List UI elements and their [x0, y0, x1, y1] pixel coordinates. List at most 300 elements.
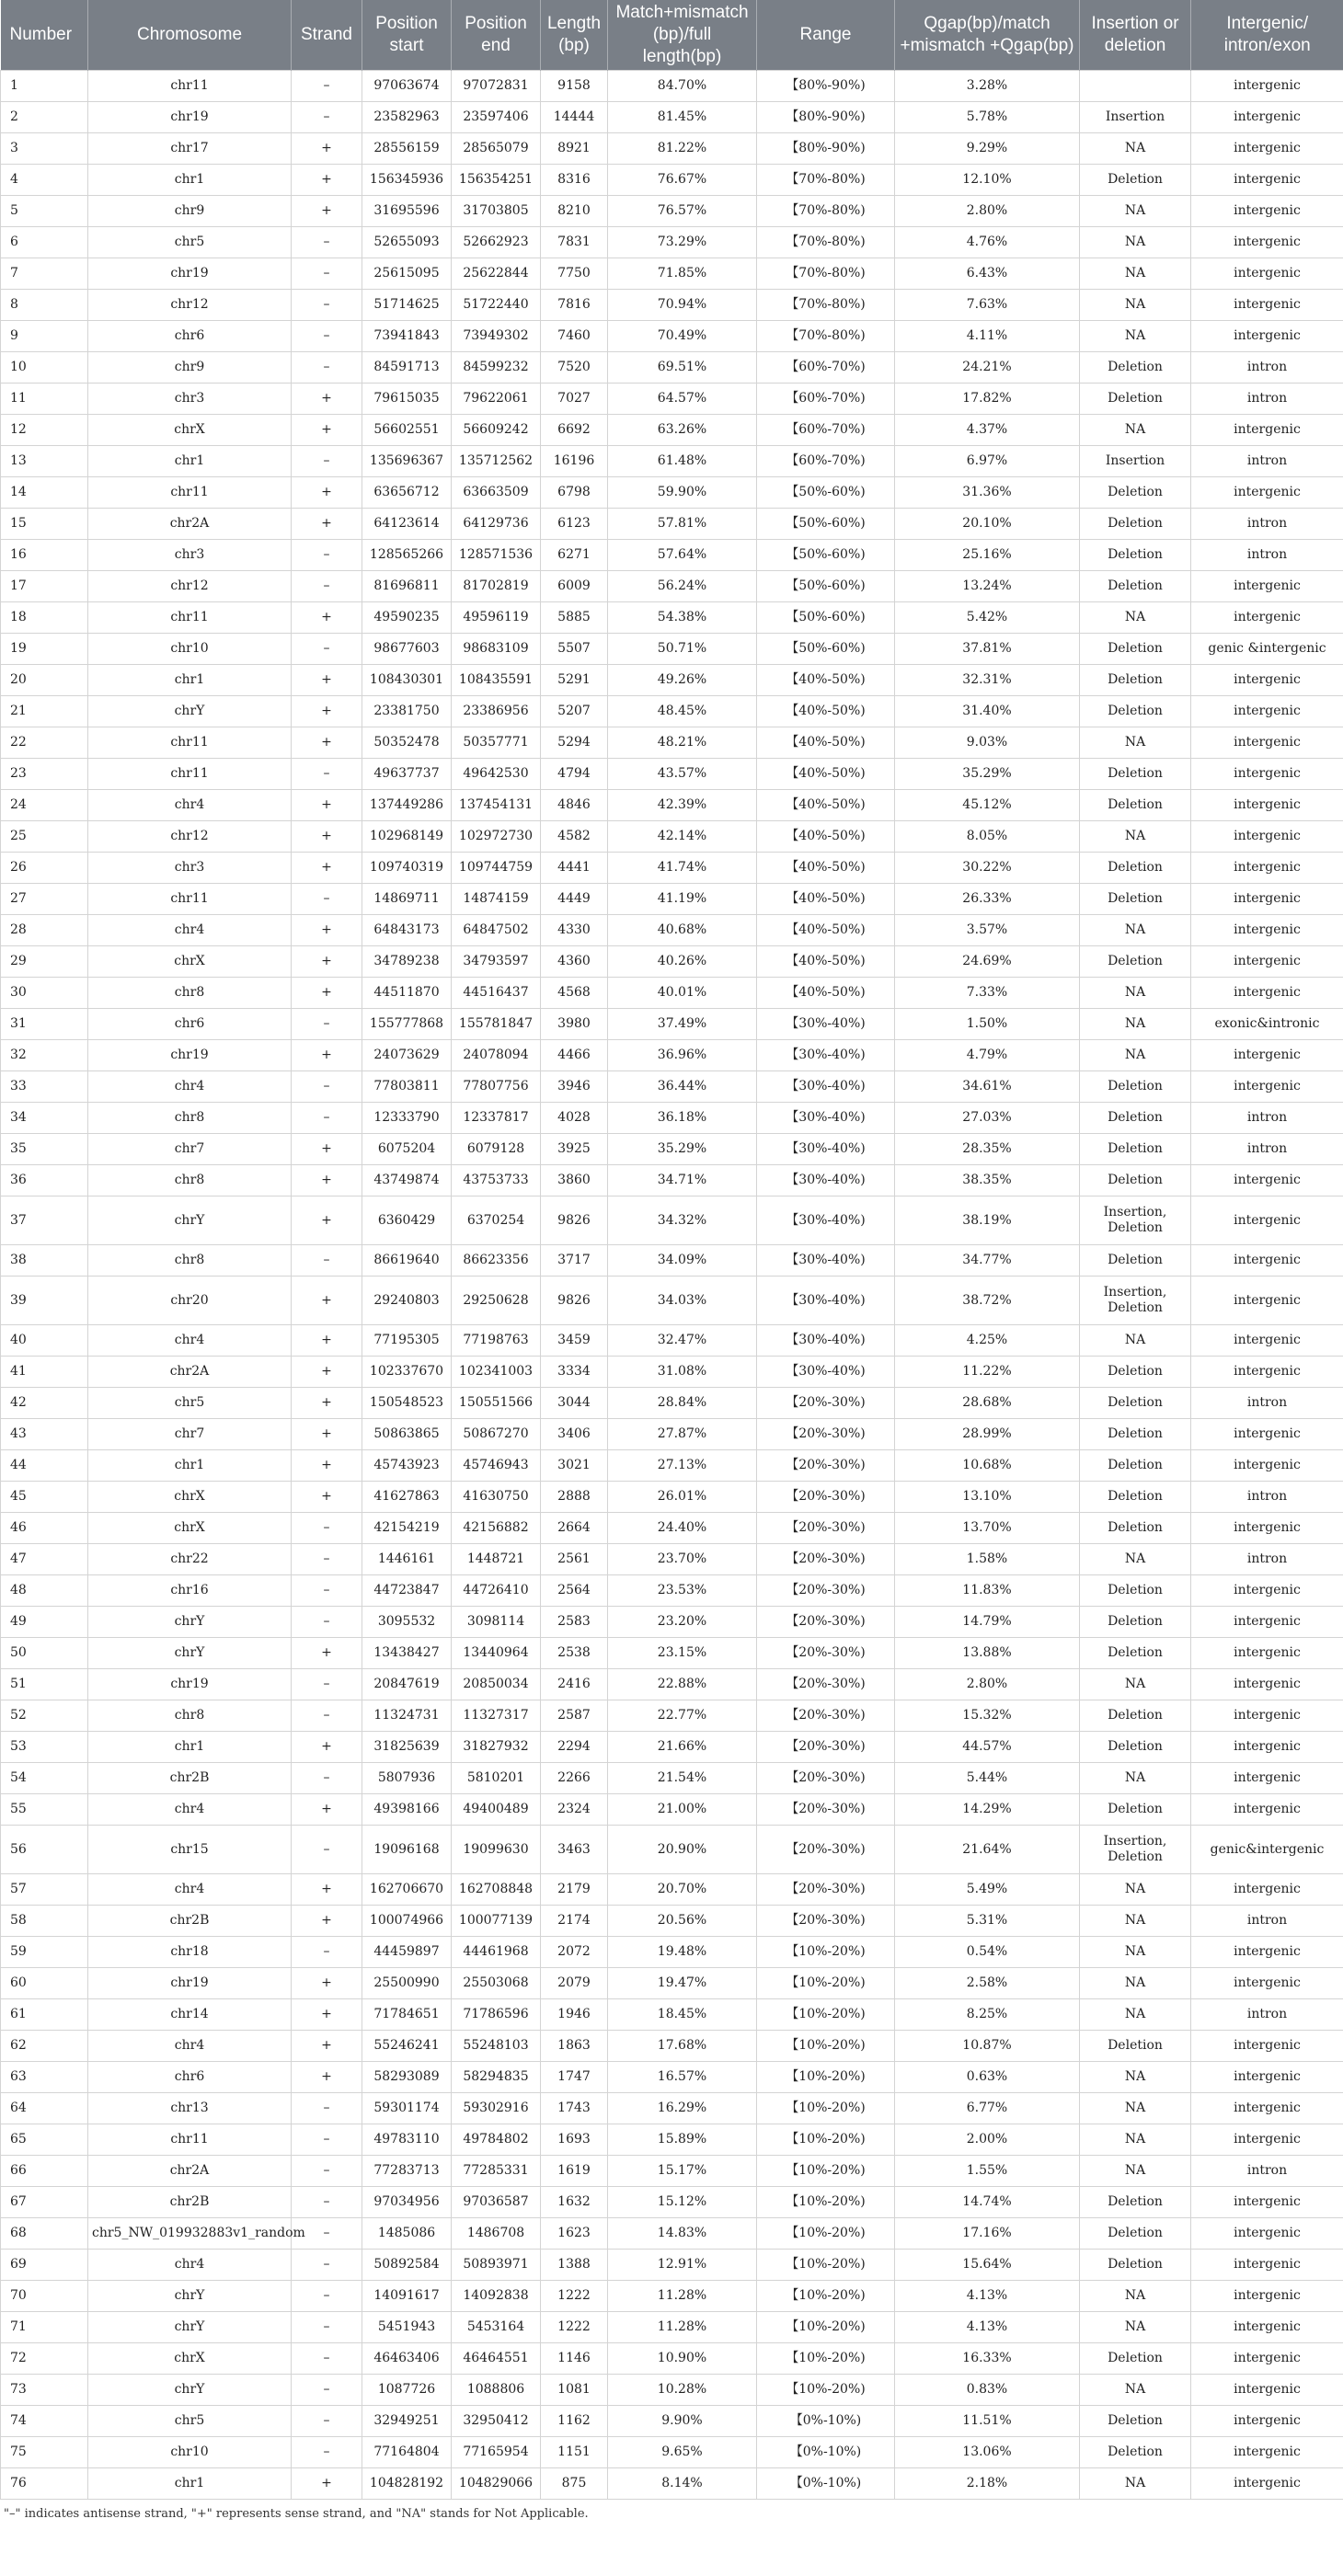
table-cell: Deletion [1080, 1607, 1191, 1638]
table-cell: 11.22% [895, 1357, 1080, 1388]
table-cell: 49.26% [608, 665, 757, 696]
table-cell: 【0%-10%) [757, 2406, 895, 2437]
table-cell: 26.01% [608, 1482, 757, 1513]
table-row [1, 978, 1343, 1009]
table-cell: chr14 [88, 1999, 292, 2031]
table-cell: 35.29% [895, 759, 1080, 790]
table-cell: NA [1080, 2312, 1191, 2343]
table-cell: NA [1080, 978, 1191, 1009]
table-cell: 4582 [541, 821, 608, 853]
table-cell: 70.49% [608, 321, 757, 352]
table-cell: – [292, 1669, 362, 1700]
table-cell: 102972730 [452, 821, 541, 853]
table-cell: 【70%-80%) [757, 321, 895, 352]
table-cell: 5.44% [895, 1763, 1080, 1794]
table-cell: 18.45% [608, 1999, 757, 2031]
table-cell: + [292, 853, 362, 884]
table-cell: 49784802 [452, 2124, 541, 2156]
table-cell: intergenic [1191, 1450, 1343, 1482]
table-cell: 【20%-30%) [757, 1874, 895, 1906]
table-cell: 34.32% [608, 1196, 757, 1245]
table-cell: 135696367 [362, 446, 452, 477]
table-cell: 4.79% [895, 1040, 1080, 1071]
table-cell: 150548523 [362, 1388, 452, 1419]
table-cell: 137449286 [362, 790, 452, 821]
table-cell: 3860 [541, 1165, 608, 1196]
table-cell: 64123614 [362, 509, 452, 540]
table-cell: 【60%-70%) [757, 384, 895, 415]
table-cell: 17.82% [895, 384, 1080, 415]
table-cell: 3980 [541, 1009, 608, 1040]
table-cell: intergenic [1191, 133, 1343, 165]
table-cell: 3459 [541, 1325, 608, 1357]
table-cell: 28.68% [895, 1388, 1080, 1419]
table-row [1, 1134, 1343, 1165]
table-cell: 12 [1, 415, 88, 446]
table-cell: intergenic [1191, 2218, 1343, 2250]
table-cell: NA [1080, 602, 1191, 634]
table-cell: 79615035 [362, 384, 452, 415]
table-cell: 7816 [541, 290, 608, 321]
table-cell: chr1 [88, 1450, 292, 1482]
table-cell: 40.68% [608, 915, 757, 946]
table-cell: 76.57% [608, 196, 757, 227]
table-cell: chrX [88, 415, 292, 446]
table-cell: exonic&intronic [1191, 1009, 1343, 1040]
table-cell: 3717 [541, 1245, 608, 1277]
table-cell: – [292, 2406, 362, 2437]
table-cell: 【20%-30%) [757, 1794, 895, 1826]
table-cell: 4.13% [895, 2281, 1080, 2312]
table-cell: chr11 [88, 71, 292, 102]
table-row [1, 2281, 1343, 2312]
table-cell: 22.77% [608, 1700, 757, 1732]
table-cell: chr5 [88, 227, 292, 258]
table-cell: 28.35% [895, 1134, 1080, 1165]
table-cell: 38.19% [895, 1196, 1080, 1245]
table-cell: intergenic [1191, 1874, 1343, 1906]
table-cell: chr4 [88, 2031, 292, 2062]
table-row [1, 1325, 1343, 1357]
table-cell: chr4 [88, 790, 292, 821]
table-cell: 50357771 [452, 727, 541, 759]
table-cell: intergenic [1191, 2062, 1343, 2093]
table-cell: 30 [1, 978, 88, 1009]
table-cell: 2 [1, 102, 88, 133]
table-cell: 28556159 [362, 133, 452, 165]
table-cell: 77803811 [362, 1071, 452, 1103]
table-row [1, 727, 1343, 759]
table-cell: NA [1080, 727, 1191, 759]
table-cell: chr13 [88, 2093, 292, 2124]
table-cell: chr4 [88, 2250, 292, 2281]
table-cell: Deletion [1080, 1450, 1191, 1482]
table-cell: 3946 [541, 1071, 608, 1103]
table-cell: 【10%-20%) [757, 2312, 895, 2343]
table-cell: 27 [1, 884, 88, 915]
table-cell: intergenic [1191, 1638, 1343, 1669]
table-cell: 71.85% [608, 258, 757, 290]
table-row [1, 1575, 1343, 1607]
table-row [1, 853, 1343, 884]
table-cell: 49 [1, 1607, 88, 1638]
table-cell: 4.11% [895, 321, 1080, 352]
table-cell: 5.78% [895, 102, 1080, 133]
table-row [1, 696, 1343, 727]
table-cell: 162706670 [362, 1874, 452, 1906]
table-cell: 7 [1, 258, 88, 290]
table-cell: 128565266 [362, 540, 452, 571]
table-row [1, 446, 1343, 477]
table-cell: 【10%-20%) [757, 2218, 895, 2250]
table-cell: 4.37% [895, 415, 1080, 446]
table-cell: 11.28% [608, 2281, 757, 2312]
table-cell: intergenic [1191, 2187, 1343, 2218]
table-cell: 6123 [541, 509, 608, 540]
table-cell: 26.33% [895, 884, 1080, 915]
table-cell: 44459897 [362, 1937, 452, 1968]
table-cell: chr1 [88, 665, 292, 696]
table-cell: 55248103 [452, 2031, 541, 2062]
table-cell: 19096168 [362, 1826, 452, 1874]
table-cell: – [292, 2093, 362, 2124]
table-cell: chr2B [88, 1906, 292, 1937]
table-cell: chr6 [88, 2062, 292, 2093]
table-cell: + [292, 1134, 362, 1165]
table-cell: + [292, 696, 362, 727]
table-cell: 24.69% [895, 946, 1080, 978]
table-cell: intergenic [1191, 196, 1343, 227]
table-cell: 15.17% [608, 2156, 757, 2187]
table-cell: 7750 [541, 258, 608, 290]
table-cell [1080, 71, 1191, 102]
table-row [1, 384, 1343, 415]
table-cell: 48.45% [608, 696, 757, 727]
table-cell: 3021 [541, 1450, 608, 1482]
table-cell: genic &intergenic [1191, 634, 1343, 665]
table-cell: 17.16% [895, 2218, 1080, 2250]
table-cell: 13438427 [362, 1638, 452, 1669]
table-cell: chr1 [88, 2468, 292, 2500]
table-cell: 14091617 [362, 2281, 452, 2312]
table-cell: 6.97% [895, 446, 1080, 477]
table-cell: 1 [1, 71, 88, 102]
table-cell: 1747 [541, 2062, 608, 2093]
table-cell: 【30%-40%) [757, 1357, 895, 1388]
table-cell: 56 [1, 1826, 88, 1874]
table-cell: 【10%-20%) [757, 1937, 895, 1968]
table-cell: 13.06% [895, 2437, 1080, 2468]
table-cell: NA [1080, 915, 1191, 946]
table-cell: Insertion, Deletion [1080, 1826, 1191, 1874]
table-row [1, 884, 1343, 915]
table-cell: 25500990 [362, 1968, 452, 1999]
table-cell: 875 [541, 2468, 608, 2500]
table-cell: intergenic [1191, 884, 1343, 915]
table-cell: intergenic [1191, 1040, 1343, 1071]
table-cell: 42 [1, 1388, 88, 1419]
table-cell: chr4 [88, 915, 292, 946]
table-cell: 6079128 [452, 1134, 541, 1165]
table-cell: 49398166 [362, 1794, 452, 1826]
table-cell: chr3 [88, 853, 292, 884]
table-cell: 25615095 [362, 258, 452, 290]
table-cell: chr2B [88, 2187, 292, 2218]
table-cell: intergenic [1191, 665, 1343, 696]
table-row [1, 946, 1343, 978]
table-cell: 【10%-20%) [757, 2281, 895, 2312]
table-cell: 97063674 [362, 71, 452, 102]
table-cell: Deletion [1080, 509, 1191, 540]
table-cell: 37.49% [608, 1009, 757, 1040]
table-row [1, 1794, 1343, 1826]
table-cell: 55 [1, 1794, 88, 1826]
table-cell: 21.64% [895, 1826, 1080, 1874]
table-row [1, 2187, 1343, 2218]
table-cell: 77165954 [452, 2437, 541, 2468]
table-cell: chr11 [88, 602, 292, 634]
table-cell: 【40%-50%) [757, 696, 895, 727]
table-cell: 64.57% [608, 384, 757, 415]
table-cell: 23.20% [608, 1607, 757, 1638]
table-cell: intergenic [1191, 853, 1343, 884]
table-cell: 4449 [541, 884, 608, 915]
table-cell: 7027 [541, 384, 608, 415]
table-cell: NA [1080, 227, 1191, 258]
table-cell: 86623356 [452, 1245, 541, 1277]
table-cell: chr2A [88, 2156, 292, 2187]
table-cell: chr5_NW_019932883v1_random [88, 2218, 292, 2250]
table-cell: – [292, 2343, 362, 2375]
table-cell: chr9 [88, 196, 292, 227]
table-header-row [1, 0, 1343, 71]
table-cell: 6009 [541, 571, 608, 602]
table-cell: 13.10% [895, 1482, 1080, 1513]
table-cell: 【70%-80%) [757, 258, 895, 290]
table-cell: 22 [1, 727, 88, 759]
table-cell: – [292, 540, 362, 571]
table-row [1, 602, 1343, 634]
table-cell: intergenic [1191, 1513, 1343, 1544]
table-cell: chr15 [88, 1826, 292, 1874]
table-row [1, 2468, 1343, 2500]
table-cell: 6692 [541, 415, 608, 446]
table-cell: 9.90% [608, 2406, 757, 2437]
table-cell: 16196 [541, 446, 608, 477]
table-cell: 34.71% [608, 1165, 757, 1196]
table-cell: 2561 [541, 1544, 608, 1575]
table-row [1, 227, 1343, 258]
table-cell: 【40%-50%) [757, 853, 895, 884]
table-cell: 55246241 [362, 2031, 452, 2062]
table-cell: intron [1191, 1103, 1343, 1134]
table-cell: intergenic [1191, 321, 1343, 352]
table-cell: 52662923 [452, 227, 541, 258]
table-cell: Deletion [1080, 540, 1191, 571]
table-row [1, 1700, 1343, 1732]
table-cell: Deletion [1080, 1388, 1191, 1419]
table-cell: 74 [1, 2406, 88, 2437]
table-cell: 9.03% [895, 727, 1080, 759]
table-cell: 16.33% [895, 2343, 1080, 2375]
table-cell: 32 [1, 1040, 88, 1071]
table-cell: 75 [1, 2437, 88, 2468]
table-cell: 45743923 [362, 1450, 452, 1482]
table-cell: 2294 [541, 1732, 608, 1763]
table-cell: 【20%-30%) [757, 1607, 895, 1638]
table-cell: 84.70% [608, 71, 757, 102]
table-cell: – [292, 2312, 362, 2343]
table-cell: chr8 [88, 978, 292, 1009]
table-cell: 86619640 [362, 1245, 452, 1277]
table-cell: 15.32% [895, 1700, 1080, 1732]
table-cell: NA [1080, 1763, 1191, 1794]
table-cell: NA [1080, 258, 1191, 290]
table-cell: 47 [1, 1544, 88, 1575]
table-cell: 27.13% [608, 1450, 757, 1482]
table-cell: Deletion [1080, 1419, 1191, 1450]
table-cell: 【20%-30%) [757, 1513, 895, 1544]
table-cell: 63656712 [362, 477, 452, 509]
table-cell: NA [1080, 1937, 1191, 1968]
table-cell: 【60%-70%) [757, 415, 895, 446]
table-row [1, 477, 1343, 509]
table-cell: 14.79% [895, 1607, 1080, 1638]
table-cell: 【20%-30%) [757, 1826, 895, 1874]
table-cell: Deletion [1080, 1103, 1191, 1134]
table-row [1, 509, 1343, 540]
table-cell: 31.08% [608, 1357, 757, 1388]
table-cell: 【70%-80%) [757, 165, 895, 196]
table-cell: 5810201 [452, 1763, 541, 1794]
table-cell: 38.35% [895, 1165, 1080, 1196]
table-cell: 66 [1, 2156, 88, 2187]
table-cell: 10.68% [895, 1450, 1080, 1482]
table-cell: 77807756 [452, 1071, 541, 1103]
table-cell: intergenic [1191, 915, 1343, 946]
table-cell: 24 [1, 790, 88, 821]
table-cell: + [292, 509, 362, 540]
table-cell: 【0%-10%) [757, 2468, 895, 2500]
table-cell: 3334 [541, 1357, 608, 1388]
table-cell: NA [1080, 1906, 1191, 1937]
table-cell: 2266 [541, 1763, 608, 1794]
table-row [1, 1826, 1343, 1874]
table-cell: 61 [1, 1999, 88, 2031]
table-cell: chr1 [88, 165, 292, 196]
table-cell: 156345936 [362, 165, 452, 196]
table-row [1, 1732, 1343, 1763]
table-cell: 45 [1, 1482, 88, 1513]
table-cell: 31695596 [362, 196, 452, 227]
table-cell: 56602551 [362, 415, 452, 446]
table-row [1, 2093, 1343, 2124]
table-cell: + [292, 1165, 362, 1196]
table-cell: 50863865 [362, 1419, 452, 1450]
table-cell: 57.81% [608, 509, 757, 540]
table-cell: 9826 [541, 1277, 608, 1325]
table-row [1, 196, 1343, 227]
table-cell: 36.96% [608, 1040, 757, 1071]
table-row [1, 2031, 1343, 2062]
table-cell: 1448721 [452, 1544, 541, 1575]
table-cell: 12333790 [362, 1103, 452, 1134]
table-cell: 3.57% [895, 915, 1080, 946]
table-cell: Deletion [1080, 2343, 1191, 2375]
table-cell: intron [1191, 509, 1343, 540]
table-cell: Deletion [1080, 1071, 1191, 1103]
table-row [1, 1245, 1343, 1277]
table-cell: chrX [88, 946, 292, 978]
table-cell: NA [1080, 1669, 1191, 1700]
table-cell: intergenic [1191, 290, 1343, 321]
table-cell: intergenic [1191, 165, 1343, 196]
table-row [1, 2218, 1343, 2250]
table-cell: 30.22% [895, 853, 1080, 884]
table-cell: – [292, 102, 362, 133]
table-cell: 18 [1, 602, 88, 634]
table-cell: 6.43% [895, 258, 1080, 290]
table-cell: – [292, 1937, 362, 1968]
table-row [1, 2375, 1343, 2406]
table-cell: – [292, 258, 362, 290]
table-cell: chr19 [88, 258, 292, 290]
table-cell: + [292, 978, 362, 1009]
table-cell: 77195305 [362, 1325, 452, 1357]
table-cell: Deletion [1080, 2218, 1191, 2250]
table-cell: intron [1191, 1999, 1343, 2031]
table-cell: 5885 [541, 602, 608, 634]
table-cell: 36.44% [608, 1071, 757, 1103]
table-cell: 1863 [541, 2031, 608, 2062]
table-cell: NA [1080, 415, 1191, 446]
table-row [1, 1277, 1343, 1325]
table-cell: Insertion [1080, 102, 1191, 133]
table-cell: chr10 [88, 2437, 292, 2468]
table-cell: 1485086 [362, 2218, 452, 2250]
table-cell: – [292, 1544, 362, 1575]
table-cell: 2174 [541, 1906, 608, 1937]
table-cell: + [292, 1325, 362, 1357]
table-cell: 2587 [541, 1700, 608, 1732]
table-cell: 0.83% [895, 2375, 1080, 2406]
table-row [1, 1638, 1343, 1669]
table-cell: 【30%-40%) [757, 1040, 895, 1071]
table-cell: chrY [88, 2312, 292, 2343]
table-cell: intergenic [1191, 1277, 1343, 1325]
table-cell: 17.68% [608, 2031, 757, 2062]
table-cell: 【50%-60%) [757, 602, 895, 634]
table-cell: 62 [1, 2031, 88, 2062]
table-cell: + [292, 1196, 362, 1245]
table-cell: 71786596 [452, 1999, 541, 2031]
table-cell: 4028 [541, 1103, 608, 1134]
table-row [1, 1419, 1343, 1450]
table-cell: NA [1080, 1325, 1191, 1357]
column-header: Chromosome [88, 0, 292, 71]
table-cell: intergenic [1191, 227, 1343, 258]
table-cell: chr8 [88, 1245, 292, 1277]
table-cell: chrY [88, 1638, 292, 1669]
table-cell: Deletion [1080, 165, 1191, 196]
table-cell: – [292, 2437, 362, 2468]
table-cell: 26 [1, 853, 88, 884]
table-cell: 35.29% [608, 1134, 757, 1165]
table-cell: chr4 [88, 1874, 292, 1906]
table-cell: intergenic [1191, 2281, 1343, 2312]
table-cell: 155777868 [362, 1009, 452, 1040]
table-row [1, 821, 1343, 853]
